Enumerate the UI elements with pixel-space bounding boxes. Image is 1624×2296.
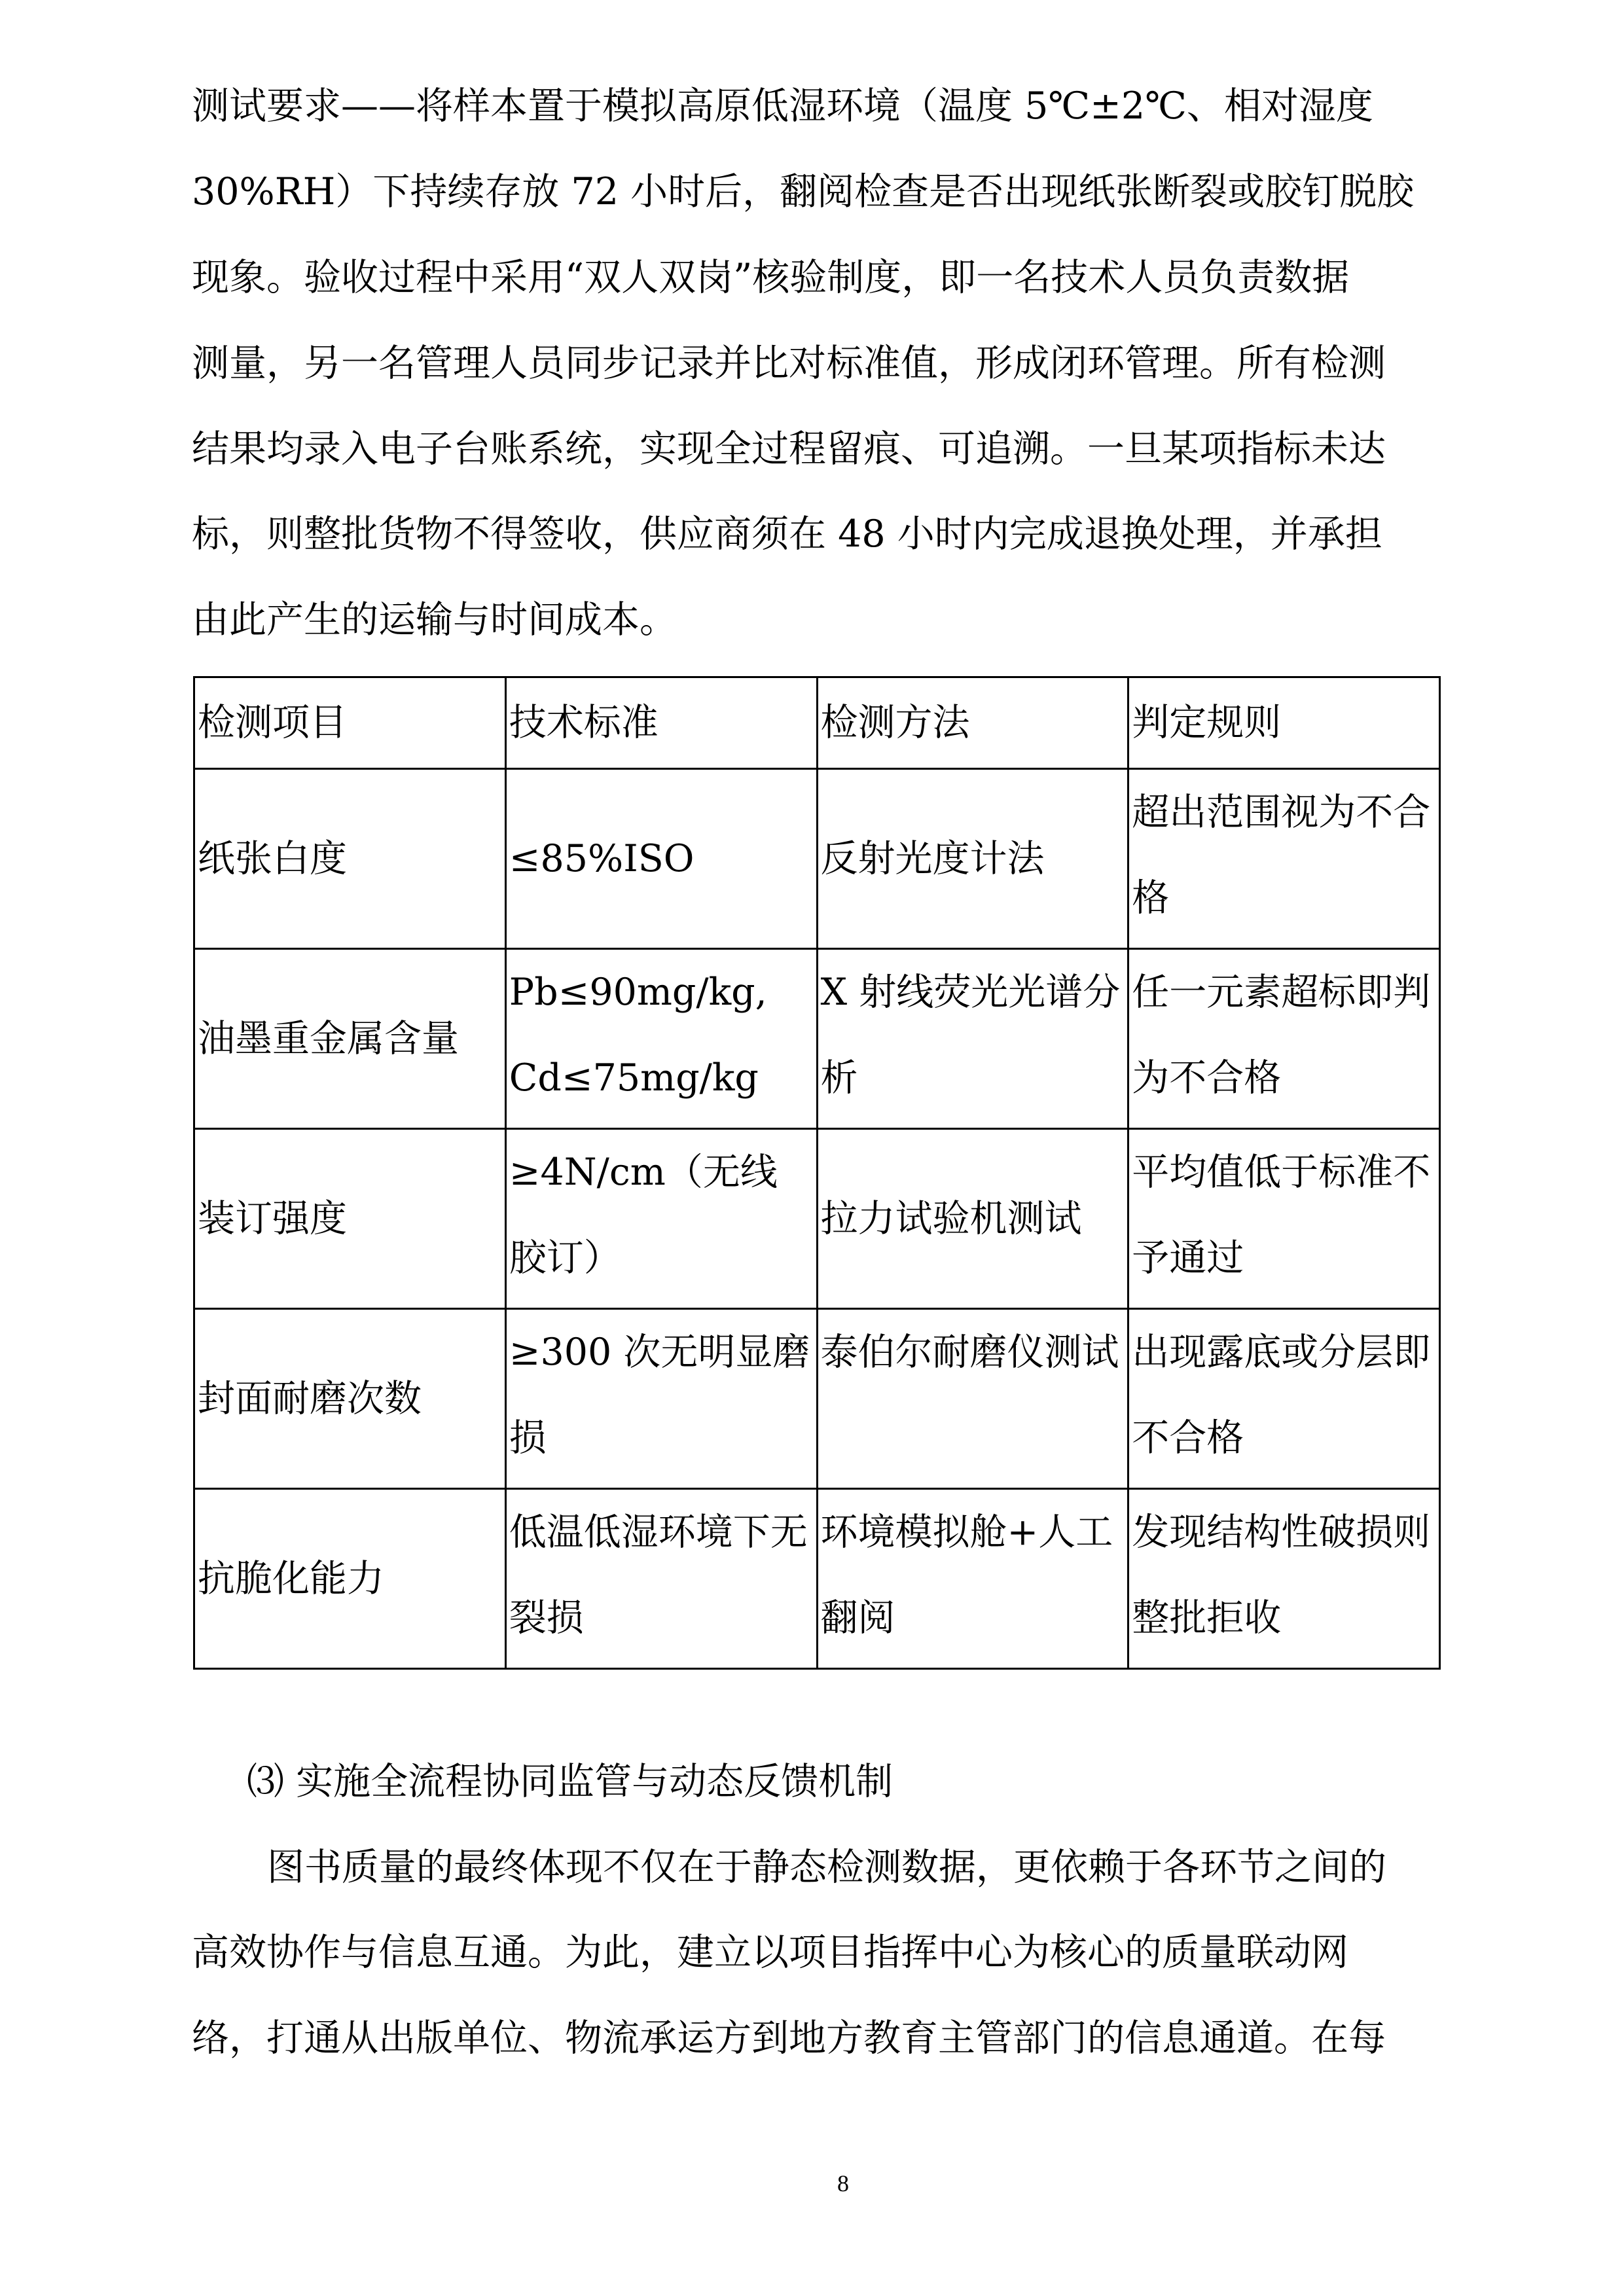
- table-cell: 出现露底或分层即不合格: [1128, 1309, 1440, 1489]
- table-cell: 装订强度: [194, 1129, 506, 1309]
- table-row: [194, 769, 1440, 949]
- text-line: 图书质量的最终体现不仅在于静态检测数据，更依赖于各环节之间的: [267, 1846, 1386, 1889]
- table-cell: 发现结构性破损则整批拒收: [1128, 1489, 1440, 1669]
- header-cell: 判定规则: [1128, 677, 1440, 769]
- table-cell: 平均值低于标准不予通过: [1128, 1129, 1440, 1309]
- table-row: [194, 1129, 1440, 1309]
- table-row: [194, 1309, 1440, 1489]
- text-line: 结果均录入电子台账系统，实现全过程留痕、可追溯。一旦某项指标未达: [192, 427, 1386, 471]
- table-cell: 低温低湿环境下无裂损: [505, 1489, 817, 1669]
- text-line: 现象。验收过程中采用“双人双岗”核验制度，即一名技术人员负责数据: [192, 256, 1350, 299]
- table-cell: 环境模拟舱+人工翻阅: [817, 1489, 1128, 1669]
- page-number: 8: [837, 2170, 849, 2197]
- table-cell: 反射光度计法: [817, 769, 1128, 949]
- table-cell: ≥300 次无明显磨损: [505, 1309, 817, 1489]
- table-header-row: [194, 677, 1440, 769]
- table-row: [194, 1489, 1440, 1669]
- table-cell: ≤85%ISO: [505, 769, 817, 949]
- table-cell: 抗脆化能力: [194, 1489, 506, 1669]
- text-line: 标，则整批货物不得签收，供应商须在 48 小时内完成退换处理，并承担: [192, 512, 1382, 556]
- table-cell: 泰伯尔耐磨仪测试: [817, 1309, 1128, 1489]
- header-cell: 检测项目: [194, 677, 506, 769]
- table-cell: ≥4N/cm（无线胶订）: [505, 1129, 817, 1309]
- text-line: 高效协作与信息互通。为此，建立以项目指挥中心为核心的质量联动网: [192, 1931, 1348, 1974]
- inspection-table: [193, 676, 1441, 1670]
- table-row: [194, 949, 1440, 1129]
- table-cell: X 射线荧光光谱分析: [817, 949, 1128, 1129]
- text-line: 测量，另一名管理人员同步记录并比对标准值，形成闭环管理。所有检测: [192, 342, 1386, 385]
- header-cell: 检测方法: [817, 677, 1128, 769]
- text-line: 络，打通从出版单位、物流承运方到地方教育主管部门的信息通道。在每: [192, 2017, 1386, 2060]
- table-cell: 油墨重金属含量: [194, 949, 506, 1129]
- section-heading: ⑶ 实施全流程协同监管与动态反馈机制: [247, 1760, 893, 1803]
- text-line: 测试要求——将样本置于模拟高原低湿环境（温度 5℃±2℃、相对湿度: [192, 84, 1373, 128]
- table-cell: 拉力试验机测试: [817, 1129, 1128, 1309]
- text-line: 30%RH）下持续存放 72 小时后，翻阅检查是否出现纸张断裂或胶钉脱胶: [192, 170, 1415, 213]
- table-cell: 任一元素超标即判为不合格: [1128, 949, 1440, 1129]
- table-cell: Pb≤90mg/kg, Cd≤75mg/kg: [505, 949, 817, 1129]
- header-cell: 技术标准: [505, 677, 817, 769]
- text-line: 由此产生的运输与时间成本。: [192, 598, 677, 641]
- table-cell: 超出范围视为不合格: [1128, 769, 1440, 949]
- table-cell: 纸张白度: [194, 769, 506, 949]
- table-cell: 封面耐磨次数: [194, 1309, 506, 1489]
